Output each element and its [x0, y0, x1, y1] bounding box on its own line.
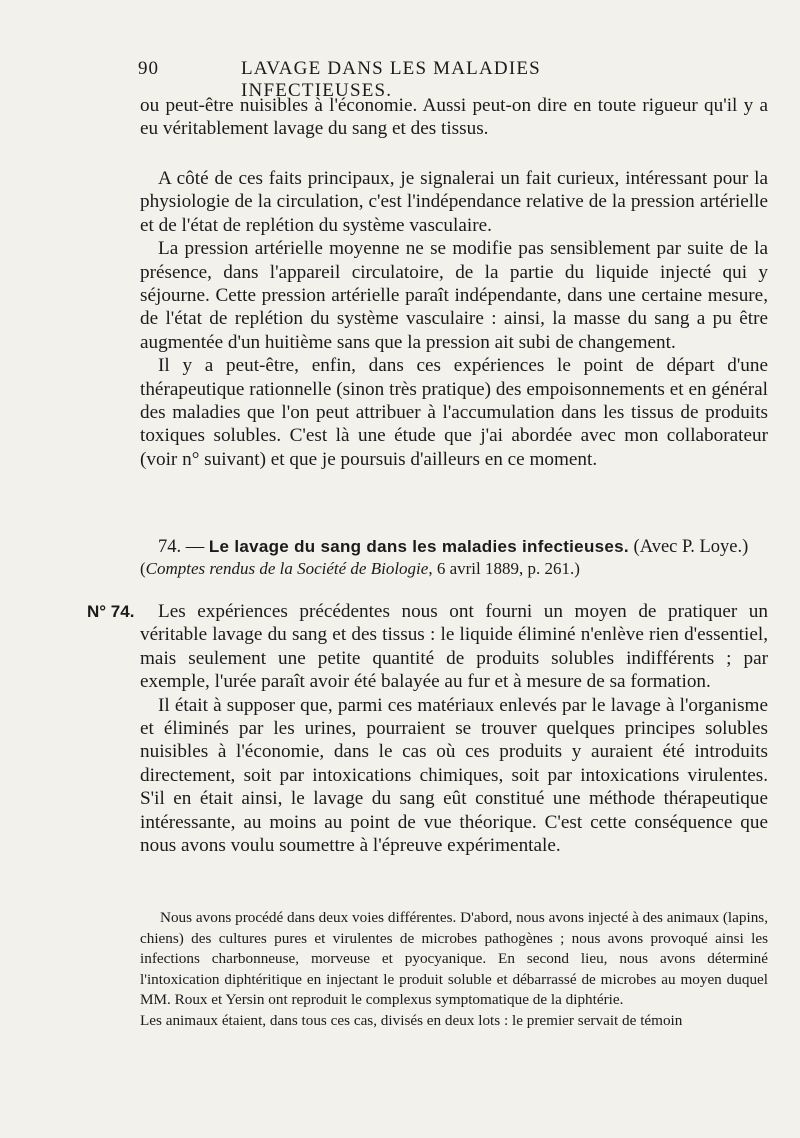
- paragraph: Il y a peut-être, enfin, dans ces expériences le point de départ d'une thérapeutique rationnelle (sinon très pratique) des empoisonnements et en général des maladies que l'on peut attribuer à l'accumulation dans les tissus de produits toxiques solubles. C'est là une étude que j'ai abordée avec mon collaborateur (voir n° suivant) et que je poursuis d'ailleurs en ce moment.: [140, 355, 768, 470]
- intro-paragraphs: [140, 167, 768, 471]
- entry-heading: [140, 535, 768, 559]
- entry-source: [140, 558, 768, 580]
- paragraph: Il était à supposer que, parmi ces matériaux enlevés par le lavage à l'organisme et éliminés par les urines, pourraient se trouver quelques principes solubles nuisibles à l'économie, dans le cas où ces produits y auraient été introduits directement, soit par intoxications chimiques, soit par intoxications virulentes. S'il en était ainsi, le lavage du sang eût constitué une méthode thérapeutique intéressante, au moins au point de vue théorique. C'est cette conséquence que nous avons voulu soumettre à l'épreuve expérimentale.: [140, 694, 768, 857]
- running-title: LAVAGE DANS LES MALADIES INFECTIEUSES.: [241, 58, 541, 101]
- small-paragraph: Nous avons procédé dans deux voies différentes. D'abord, nous avons injecté à des animaux (lapins, chiens) des cultures pures et virulentes de microbes pathogènes ; nous avons provoqué ainsi les infections charbonneuse, morveuse et pyocyanique. En second lieu, nous avons déterminé l'intoxication diphtéritique en injectant le produit soluble et débarrassé de microbes au moyen duquel MM. Roux et Yersin ont reproduit le complexus symptomatique de la diphtérie.: [140, 909, 768, 1009]
- running-header: [138, 58, 643, 101]
- paragraph: ou peut-être nuisibles à l'économie. Aussi peut-on dire en toute rigueur qu'il y a eu véritablement lavage du sang et des tissus.: [140, 95, 768, 140]
- page-number: 90: [138, 58, 159, 79]
- source-open-paren: (: [140, 559, 146, 578]
- paragraph: A côté de ces faits principaux, je signalerai un fait curieux, intéressant pour la physiologie de la circulation, c'est l'indépendance relative de la pression artérielle et de l'état de replétion du système vasculaire.: [140, 168, 768, 236]
- source-journal: Comptes rendus de la Société de Biologie: [145, 559, 429, 578]
- entry-title: Le lavage du sang dans les maladies infectieuses.: [208, 537, 629, 556]
- paragraph: Les expériences précédentes nous ont fourni un moyen de pratiquer un véritable lavage du sang et des tissus : le liquide éliminé n'enlève rien d'essentiel, mais seulement une petite quantité de produits solubles indifférents ; par exemple, l'urée paraît avoir été balayée au fur et à mesure de sa formation.: [140, 601, 768, 693]
- entry-number: 74.: [158, 537, 182, 557]
- entry-body: [140, 600, 768, 857]
- margin-reference: N° 74.: [87, 602, 135, 621]
- source-details: , 6 avril 1889, p. 261.): [428, 559, 580, 578]
- entry-coauthor: (Avec P. Loye.): [633, 537, 749, 557]
- small-paragraph: Les animaux étaient, dans tous ces cas, divisés en deux lots : le premier servait de témoin: [140, 1011, 683, 1029]
- intro-continuation: [140, 94, 768, 141]
- small-print-section: [140, 908, 768, 1032]
- entry-dash: —: [185, 537, 205, 557]
- paragraph: La pression artérielle moyenne ne se modifie pas sensiblement par suite de la présence, dans l'appareil circulatoire, de la partie du liquide injecté qui y séjourne. Cette pression artérielle paraît indépendante, dans une certaine mesure, de l'état de replétion du système vasculaire : ainsi, la masse du sang a pu être augmentée d'un huitième sans que la pression ait subi de changement.: [140, 238, 768, 353]
